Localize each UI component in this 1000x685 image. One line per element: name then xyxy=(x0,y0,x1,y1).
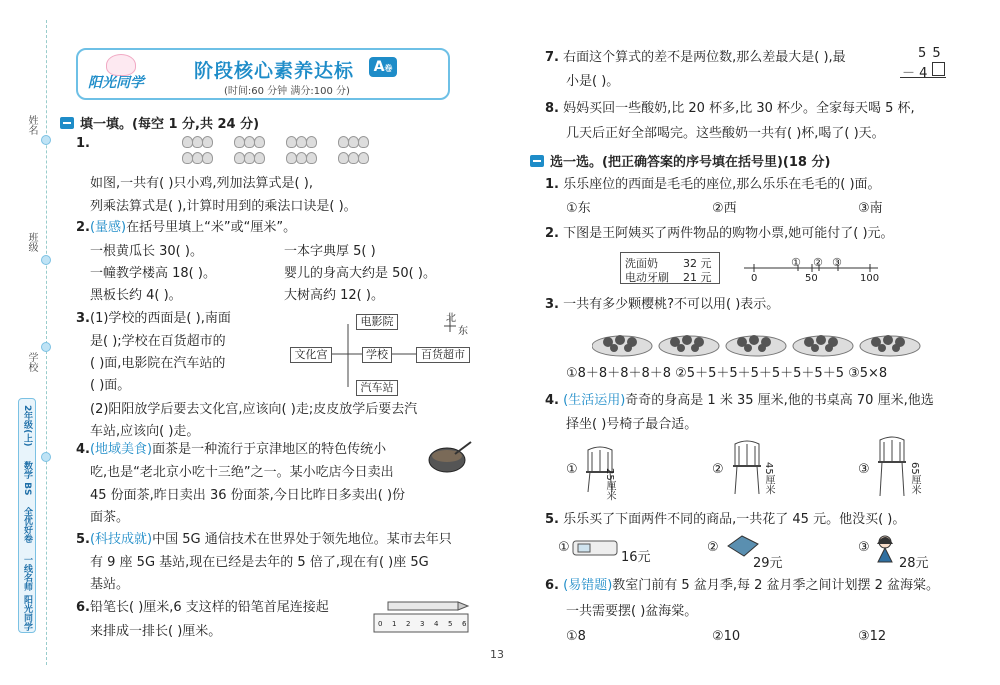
marker-3: ③ xyxy=(832,256,842,269)
receipt-price-1: 32 元 xyxy=(683,257,712,270)
question-number: 3. xyxy=(76,311,90,326)
c1-option-b[interactable]: ②西 xyxy=(712,201,737,216)
q1-line2: 列乘法算式是( ),计算时用到的乘法口诀是( )。 xyxy=(90,199,357,214)
book-info-band xyxy=(18,398,36,633)
ruler-tick-label: 0 xyxy=(378,620,383,628)
doll-icon xyxy=(872,534,898,564)
q2-e: 黑板长约 4( )。 xyxy=(90,288,182,303)
name-label: 姓名 xyxy=(26,115,37,135)
c6-option-c[interactable]: ③12 xyxy=(858,629,887,644)
marker-1: ① xyxy=(791,256,801,269)
q2-a: 一根黄瓜长 30( )。 xyxy=(90,244,203,259)
q8-line1: 8. 妈妈买回一些酸奶,比 20 杯多,比 30 杯少。全家每天喝 5 杯, xyxy=(545,101,915,116)
q7-underline xyxy=(900,77,946,78)
q5-line3: 基站。 xyxy=(90,577,130,592)
c6-option-a[interactable]: ①8 xyxy=(566,629,586,644)
ruler-tick-label: 3 xyxy=(420,620,425,628)
q4-line1: 4.(地域美食)面茶是一种流行于京津地区的特色传统小 xyxy=(76,442,387,457)
c4-option-b[interactable]: ② xyxy=(712,462,724,477)
pencil-case-icon xyxy=(572,538,618,558)
section-title: 填一填。(每空 1 分,共 24 分) xyxy=(80,117,260,132)
ruler-pencil-illustration xyxy=(372,598,470,634)
c5-option-b[interactable]: ② xyxy=(707,540,719,555)
c3-options[interactable]: ①8＋8＋8＋8＋8 ②5＋5＋5＋5＋5＋5＋5＋5 ③5×8 xyxy=(566,366,888,381)
ruler-tick-label: 5 xyxy=(448,620,453,628)
chair-3-icon xyxy=(872,436,912,498)
q3-line2: 是( );学校在百货超市的 xyxy=(90,334,226,349)
brand-label: 一线名师 xyxy=(22,555,32,591)
east-label: 东 xyxy=(458,326,468,337)
c6-option-b[interactable]: ②10 xyxy=(712,629,741,644)
section-icon xyxy=(60,117,74,129)
q7-blank-box[interactable] xyxy=(932,62,945,76)
q2-d: 婴儿的身高大约是 50( )。 xyxy=(284,266,436,281)
q2-f: 大树高约 12( )。 xyxy=(284,288,384,303)
c6-tag: (易错题) xyxy=(563,578,613,593)
receipt-item-1: 洗面奶 xyxy=(625,257,658,270)
axis-label-50: 50 xyxy=(805,273,818,284)
c6-line2: 一共需要摆( )盆海棠。 xyxy=(566,604,698,619)
q3-line5: (2)阳阳放学后要去文化宫,应该向( )走;皮皮放学后要去汽 xyxy=(90,402,418,417)
chair-3-height: 65厘米 xyxy=(909,462,920,495)
logo-text: 阳光同学 xyxy=(88,75,144,91)
c1-option-c[interactable]: ③南 xyxy=(858,201,883,216)
c4-tag: (生活运用) xyxy=(563,393,626,408)
c5-stem: 5. 乐乐买了下面两件不同的商品,一共花了 45 元。他没买( )。 xyxy=(545,512,906,527)
q4-line4: 面茶。 xyxy=(90,510,130,525)
bus-station-box: 汽车站 xyxy=(356,380,398,396)
c5-price-b: 29元 xyxy=(753,556,783,571)
c5-option-c[interactable]: ③ xyxy=(858,540,870,555)
q4-line3: 45 份面茶,昨日卖出 36 份面茶,今日比昨日多卖出( )份 xyxy=(90,488,406,503)
c6-line1: 6. (易错题)教室门前有 5 盆月季,每 2 盆月季之间计划摆 2 盆海棠。 xyxy=(545,578,940,593)
ruler-tick-label: 4 xyxy=(434,620,439,628)
c4-option-a[interactable]: ① xyxy=(566,462,578,477)
chair-1-height: 25厘米 xyxy=(604,468,615,501)
series-label: 全优好卷 xyxy=(22,507,32,543)
q5-line2: 有 9 座 5G 基站,现在已经是去年的 5 倍了,现在有( )座 5G xyxy=(90,555,429,570)
q5-tag: (科技成就) xyxy=(89,532,153,547)
c5-option-a[interactable]: ① xyxy=(558,540,570,555)
receipt-item-2: 电动牙刷 xyxy=(625,271,669,284)
bowl-illustration xyxy=(425,440,475,482)
q3-line6: 车站,应该向( )走。 xyxy=(90,424,200,439)
cherry-plates xyxy=(592,322,932,358)
q4-tag: (地域美食) xyxy=(89,442,153,457)
grade-label: 2年级(上) xyxy=(22,405,32,447)
section-icon xyxy=(530,155,544,167)
c4-option-c[interactable]: ③ xyxy=(858,462,870,477)
section-choice xyxy=(530,151,830,170)
q3-line1: (1)学校的西面是( ),南面 xyxy=(90,311,231,326)
q7-subtrahend: － 4 xyxy=(902,66,928,81)
book-icon xyxy=(724,534,760,558)
q7-minuend: 5 5 xyxy=(918,46,942,61)
axis-label-0: 0 xyxy=(751,273,758,284)
binding-hole xyxy=(41,135,51,145)
receipt-price-2: 21 元 xyxy=(683,271,712,284)
supermarket-box: 百货超市 xyxy=(416,347,470,363)
c4-line2: 择坐( )号椅子最合适。 xyxy=(566,417,698,432)
receipt xyxy=(620,252,720,284)
section-title: 选一选。(把正确答案的序号填在括号里)(18 分) xyxy=(550,155,831,170)
exam-header xyxy=(76,48,450,100)
question-number: 6. xyxy=(76,600,90,615)
q2-b: 一本字典厚 5( ) xyxy=(284,244,376,259)
school-box: 学校 xyxy=(362,347,392,363)
q2-c: 一幢教学楼高 18( )。 xyxy=(90,266,216,281)
q8-line2: 几天后正好全部喝完。这些酸奶一共有( )杯,喝了( )天。 xyxy=(566,126,885,141)
q3-line3: ( )面,电影院在汽车站的 xyxy=(90,356,226,371)
c2-stem: 2. 下图是王阿姨买了两件物品的购物小票,她可能付了( )元。 xyxy=(545,226,894,241)
chicks-illustration xyxy=(182,136,382,172)
binding-strip xyxy=(0,0,62,685)
ruler-tick-label: 2 xyxy=(406,620,411,628)
q2-stem: 2.(量感)在括号里填上“米”或“厘米”。 xyxy=(76,220,297,235)
axis-label-100: 100 xyxy=(860,273,880,284)
subject-label: 数学 BS xyxy=(22,461,32,496)
paper-badge: A卷 xyxy=(369,57,397,77)
brand-logo xyxy=(84,54,158,94)
q5-line1: 5.(科技成就)中国 5G 通信技术在世界处于领先地位。某市去年只 xyxy=(76,532,452,547)
north-label: 北 xyxy=(446,313,456,324)
q1-line1: 如图,一共有( )只小鸡,列加法算式是( ), xyxy=(90,176,313,191)
c5-price-c: 28元 xyxy=(899,556,929,571)
exam-info: (时间:60 分钟 满分:100 分) xyxy=(224,86,350,97)
chair-2-height: 45厘米 xyxy=(763,462,774,495)
q7-line2: 小是( )。 xyxy=(566,74,620,89)
question-number: 1. xyxy=(76,136,90,151)
q4-line2: 吃,也是“老北京小吃十三绝”之一。某小吃店今日卖出 xyxy=(90,465,394,480)
page-number: 13 xyxy=(490,648,504,661)
q2-tag: (量感) xyxy=(89,220,127,235)
band-logo: 阳光同学 xyxy=(22,595,32,631)
c3-stem: 3. 一共有多少颗樱桃?不可以用( )表示。 xyxy=(545,297,780,312)
class-label: 班级 xyxy=(26,232,37,252)
section-fill-in xyxy=(60,113,259,132)
marker-2: ② xyxy=(813,256,823,269)
q7-line1: 7. 右面这个算式的差不是两位数,那么差最大是( ),最 xyxy=(545,50,846,65)
q6-line1: 铅笔长( )厘米,6 支这样的铅笔首尾连接起 xyxy=(90,600,329,615)
q6-line2: 来排成一排长( )厘米。 xyxy=(90,624,222,639)
binding-hole xyxy=(41,342,51,352)
ruler-tick-label: 6 xyxy=(462,620,467,628)
q3-line4: ( )面。 xyxy=(90,378,131,393)
ruler-tick-label: 1 xyxy=(392,620,397,628)
page-title: 阶段核心素养达标 xyxy=(194,60,355,82)
binding-hole xyxy=(41,452,51,462)
binding-hole xyxy=(41,255,51,265)
culture-palace-box: 文化宫 xyxy=(290,347,332,363)
c4-line1: 4. (生活运用)奇奇的身高是 1 米 35 厘米,他的书桌高 70 厘米,他选 xyxy=(545,393,934,408)
c5-price-a: 16元 xyxy=(621,550,651,565)
c1-option-a[interactable]: ①东 xyxy=(566,201,591,216)
cinema-box: 电影院 xyxy=(356,314,398,330)
c1-stem: 1. 乐乐座位的西面是毛毛的座位,那么乐乐在毛毛的( )面。 xyxy=(545,177,881,192)
school-label: 学校 xyxy=(26,352,37,372)
